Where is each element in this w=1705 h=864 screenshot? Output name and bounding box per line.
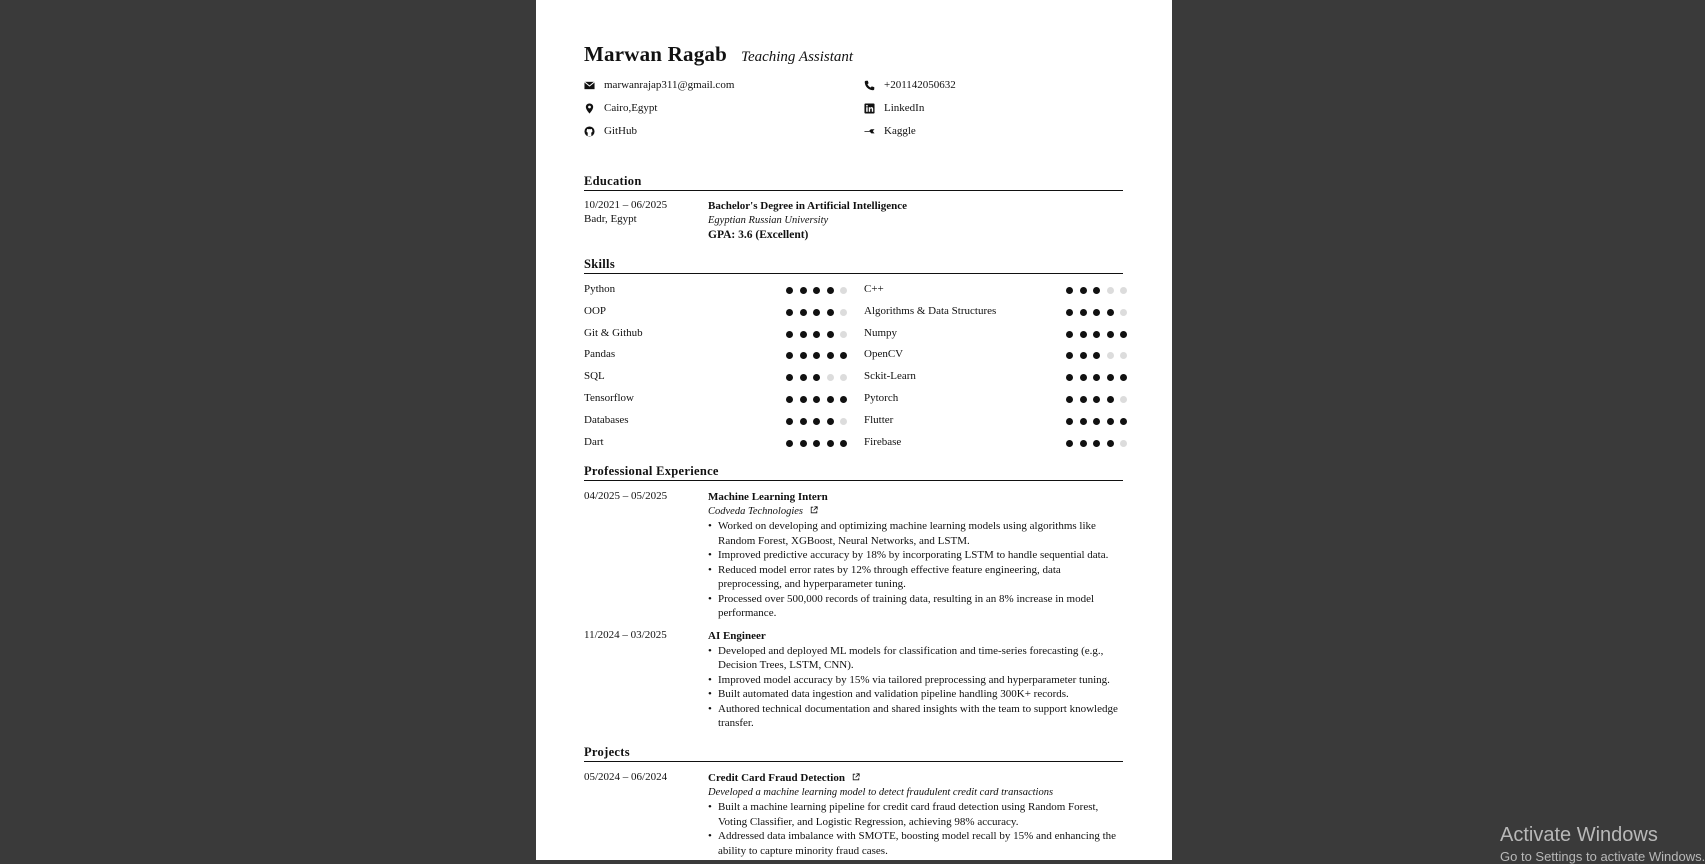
- job-2-bullet: • Improved model accuracy by 15% via tailored preprocessing and hyperparameter tuning.: [708, 673, 1123, 688]
- skill-level-dot: [813, 374, 820, 381]
- project-1-title: Credit Card Fraud Detection: [708, 772, 845, 784]
- skill-level-dot: [840, 331, 847, 338]
- job-1-bullets: [708, 519, 1123, 621]
- project-1-title-link[interactable]: [708, 771, 1123, 786]
- skill-level-dot: [827, 331, 834, 338]
- skill-level-dot: [1120, 287, 1127, 294]
- skill-level-dot: [813, 440, 820, 447]
- contact-email[interactable]: [584, 79, 734, 91]
- skill-level-dot: [1120, 331, 1127, 338]
- skill-level: [786, 374, 847, 381]
- skill-level-dot: [827, 374, 834, 381]
- skill-level-dot: [840, 309, 847, 316]
- github-text: GitHub: [604, 125, 637, 137]
- skill-level-dot: [1066, 352, 1073, 359]
- skill-level-dot: [1066, 440, 1073, 447]
- skill-level: [1066, 374, 1127, 381]
- job-2-bullet: • Developed and deployed ML models for classification and time-series forecasting (e.g., Decision Trees, LSTM, CNN).: [708, 644, 1123, 673]
- skill-level-dot: [800, 352, 807, 359]
- skill-level-dot: [840, 418, 847, 425]
- skill-level-dot: [1066, 396, 1073, 403]
- skill-level-dot: [840, 440, 847, 447]
- skill-level-dot: [1093, 396, 1100, 403]
- phone-icon: [864, 80, 875, 91]
- skill-level-dot: [1080, 309, 1087, 316]
- skill-name: Dart: [584, 435, 604, 448]
- skill-name: Git & Github: [584, 326, 643, 339]
- skill-name: OOP: [584, 304, 607, 317]
- job-1-company: Codveda Technologies: [708, 505, 803, 517]
- location-pin-icon: [584, 103, 595, 114]
- skill-level-dot: [813, 287, 820, 294]
- contact-kaggle[interactable]: [864, 125, 916, 137]
- education-degree: Bachelor's Degree in Artificial Intelligence: [708, 200, 907, 212]
- experience-heading: Professional Experience: [584, 464, 1123, 481]
- project-1-date: 05/2024 – 06/2024: [584, 771, 668, 783]
- skill-level-dot: [800, 309, 807, 316]
- project-1-subtitle: Developed a machine learning model to detect fraudulent credit card transactions: [708, 786, 1054, 798]
- skill-level: [1066, 418, 1127, 425]
- skill-level-dot: [1107, 440, 1114, 447]
- education-gpa: GPA: 3.6 (Excellent): [708, 229, 809, 241]
- skill-level-dot: [800, 418, 807, 425]
- skill-level: [1066, 331, 1127, 338]
- skill-level: [1066, 309, 1127, 316]
- skill-name: OpenCV: [864, 348, 904, 361]
- skill-level-dot: [1080, 418, 1087, 425]
- project-1: [708, 771, 1123, 858]
- skill-name: Algorithms & Data Structures: [864, 304, 997, 317]
- external-link-icon: [852, 773, 860, 781]
- job-1-bullet: • Reduced model error rates by 12% through effective feature engineering, data preprocessing, and hyperparameter tuning.: [708, 563, 1123, 592]
- skill-level-dot: [813, 418, 820, 425]
- contact-github[interactable]: [584, 125, 637, 137]
- skill-name: SQL: [584, 370, 605, 383]
- skill-level: [786, 440, 847, 447]
- job-2-bullets: [708, 644, 1123, 731]
- skill-level-dot: [1107, 331, 1114, 338]
- linkedin-text: LinkedIn: [884, 102, 925, 114]
- skill-level-dot: [800, 287, 807, 294]
- skill-level-dot: [786, 418, 793, 425]
- skill-level: [786, 287, 847, 294]
- envelope-icon: [584, 80, 595, 91]
- skill-level-dot: [827, 309, 834, 316]
- skill-level-dot: [786, 309, 793, 316]
- education-location: Badr, Egypt: [584, 213, 637, 225]
- skill-level-dot: [827, 352, 834, 359]
- contact-linkedin[interactable]: [864, 102, 924, 114]
- email-text: marwanrajap311@gmail.com: [604, 79, 735, 91]
- skill-level-dot: [1080, 396, 1087, 403]
- skill-level-dot: [786, 331, 793, 338]
- skill-level-dot: [827, 396, 834, 403]
- job-2: [708, 629, 1123, 731]
- skill-level-dot: [1080, 374, 1087, 381]
- projects-heading: Projects: [584, 745, 1123, 762]
- skill-level-dot: [1120, 309, 1127, 316]
- phone-text: +201142050632: [884, 79, 956, 91]
- skill-level-dot: [800, 440, 807, 447]
- skill-level-dot: [1107, 309, 1114, 316]
- job-1-date: 04/2025 – 05/2025: [584, 490, 668, 502]
- contact-phone[interactable]: [864, 79, 956, 91]
- header: [584, 42, 853, 67]
- skill-level-dot: [1066, 418, 1073, 425]
- skill-level-dot: [1107, 287, 1114, 294]
- skill-level-dot: [800, 374, 807, 381]
- linkedin-icon: [864, 103, 875, 114]
- job-1: [708, 490, 1123, 621]
- skills-heading: Skills: [584, 257, 1123, 274]
- skill-level-dot: [1066, 331, 1073, 338]
- github-icon: [584, 126, 595, 137]
- skill-name: Python: [584, 283, 616, 295]
- skill-level-dot: [800, 396, 807, 403]
- skill-level-dot: [840, 352, 847, 359]
- skill-level-dot: [813, 309, 820, 316]
- skill-level-dot: [1093, 352, 1100, 359]
- skill-name: Firebase: [864, 435, 902, 448]
- skill-level-dot: [786, 374, 793, 381]
- kaggle-icon: [864, 126, 875, 137]
- skill-name: C++: [864, 283, 884, 295]
- skill-level-dot: [840, 287, 847, 294]
- skill-level: [786, 396, 847, 403]
- education-heading: Education: [584, 174, 1123, 191]
- education-details: [708, 199, 1123, 243]
- skill-level-dot: [1107, 374, 1114, 381]
- job-1-bullet: • Improved predictive accuracy by 18% by incorporating LSTM to handle sequential data.: [708, 548, 1123, 563]
- skill-level: [1066, 440, 1127, 447]
- skill-level-dot: [1107, 396, 1114, 403]
- skill-level: [786, 309, 847, 316]
- skill-name: Databases: [584, 413, 629, 426]
- skill-level: [1066, 396, 1127, 403]
- skill-level-dot: [786, 352, 793, 359]
- resume-page: [536, 0, 1172, 860]
- skill-level-dot: [1093, 374, 1100, 381]
- skill-level-dot: [1120, 374, 1127, 381]
- skill-name: Numpy: [864, 326, 897, 339]
- skill-level: [786, 352, 847, 359]
- skill-level-dot: [840, 396, 847, 403]
- skill-level-dot: [1120, 418, 1127, 425]
- skill-name: Pandas: [584, 348, 616, 361]
- skill-level-dot: [1093, 287, 1100, 294]
- contact-location: [584, 102, 657, 114]
- job-2-bullet: • Authored technical documentation and shared insights with the team to support knowledge transfer.: [708, 702, 1123, 731]
- project-1-bullet: • Built a machine learning pipeline for credit card fraud detection using Random Forest, Voting Classifier, and Logistic Regression, achieving 98% accuracy.: [708, 800, 1123, 829]
- skill-level: [1066, 287, 1127, 294]
- skill-name: Tensorflow: [584, 392, 634, 404]
- skill-level-dot: [1080, 440, 1087, 447]
- skill-level-dot: [813, 352, 820, 359]
- candidate-name: Marwan Ragab: [584, 42, 727, 66]
- education-date: 10/2021 – 06/2025: [584, 199, 668, 211]
- job-2-bullet: • Built automated data ingestion and validation pipeline handling 300K+ records.: [708, 687, 1123, 702]
- location-text: Cairo,Egypt: [604, 102, 658, 114]
- activate-windows-subtitle: Go to Settings to activate Windows.: [1500, 849, 1705, 864]
- skill-level-dot: [813, 331, 820, 338]
- skill-level: [1066, 352, 1127, 359]
- skill-level-dot: [786, 396, 793, 403]
- skill-level-dot: [1066, 309, 1073, 316]
- skill-level-dot: [800, 331, 807, 338]
- skill-name: Pytorch: [864, 392, 899, 404]
- skill-level-dot: [1107, 418, 1114, 425]
- skill-level: [786, 331, 847, 338]
- job-1-bullet: • Worked on developing and optimizing machine learning models using algorithms like Random Forest, XGBoost, Neural Networks, and LSTM.: [708, 519, 1123, 548]
- skill-level-dot: [1066, 374, 1073, 381]
- skill-level-dot: [840, 374, 847, 381]
- skill-name: Flutter: [864, 413, 894, 426]
- skill-level-dot: [1107, 352, 1114, 359]
- job-1-title: Machine Learning Intern: [708, 491, 828, 503]
- skill-level-dot: [1093, 331, 1100, 338]
- skill-level-dot: [1080, 287, 1087, 294]
- skill-level-dot: [1120, 396, 1127, 403]
- skill-level-dot: [827, 287, 834, 294]
- activate-windows-title: Activate Windows: [1500, 824, 1658, 846]
- skill-level-dot: [813, 396, 820, 403]
- skill-level-dot: [1080, 331, 1087, 338]
- skill-name: Sckit-Learn: [864, 370, 916, 383]
- skill-level-dot: [827, 418, 834, 425]
- skill-level-dot: [1120, 352, 1127, 359]
- skill-level-dot: [827, 440, 834, 447]
- skill-level-dot: [1066, 287, 1073, 294]
- job-1-bullet: • Processed over 500,000 records of training data, resulting in an 8% increase in model performance.: [708, 592, 1123, 621]
- skill-level-dot: [786, 287, 793, 294]
- job-2-title: AI Engineer: [708, 630, 766, 642]
- external-link-icon: [810, 506, 818, 514]
- education-school: Egyptian Russian University: [708, 214, 829, 226]
- job-2-date: 11/2024 – 03/2025: [584, 629, 667, 641]
- skill-level-dot: [786, 440, 793, 447]
- kaggle-text: Kaggle: [884, 125, 916, 137]
- project-1-bullets: [708, 800, 1123, 858]
- skill-level-dot: [1093, 309, 1100, 316]
- candidate-role: Teaching Assistant: [740, 49, 854, 65]
- skill-level-dot: [1120, 440, 1127, 447]
- job-1-company-link[interactable]: [708, 505, 1123, 520]
- skill-level: [786, 418, 847, 425]
- skill-level-dot: [1080, 352, 1087, 359]
- project-1-bullet: • Addressed data imbalance with SMOTE, boosting model recall by 15% and enhancing the ability to capture minority fraud cases.: [708, 829, 1123, 858]
- skill-level-dot: [1093, 440, 1100, 447]
- skill-level-dot: [1093, 418, 1100, 425]
